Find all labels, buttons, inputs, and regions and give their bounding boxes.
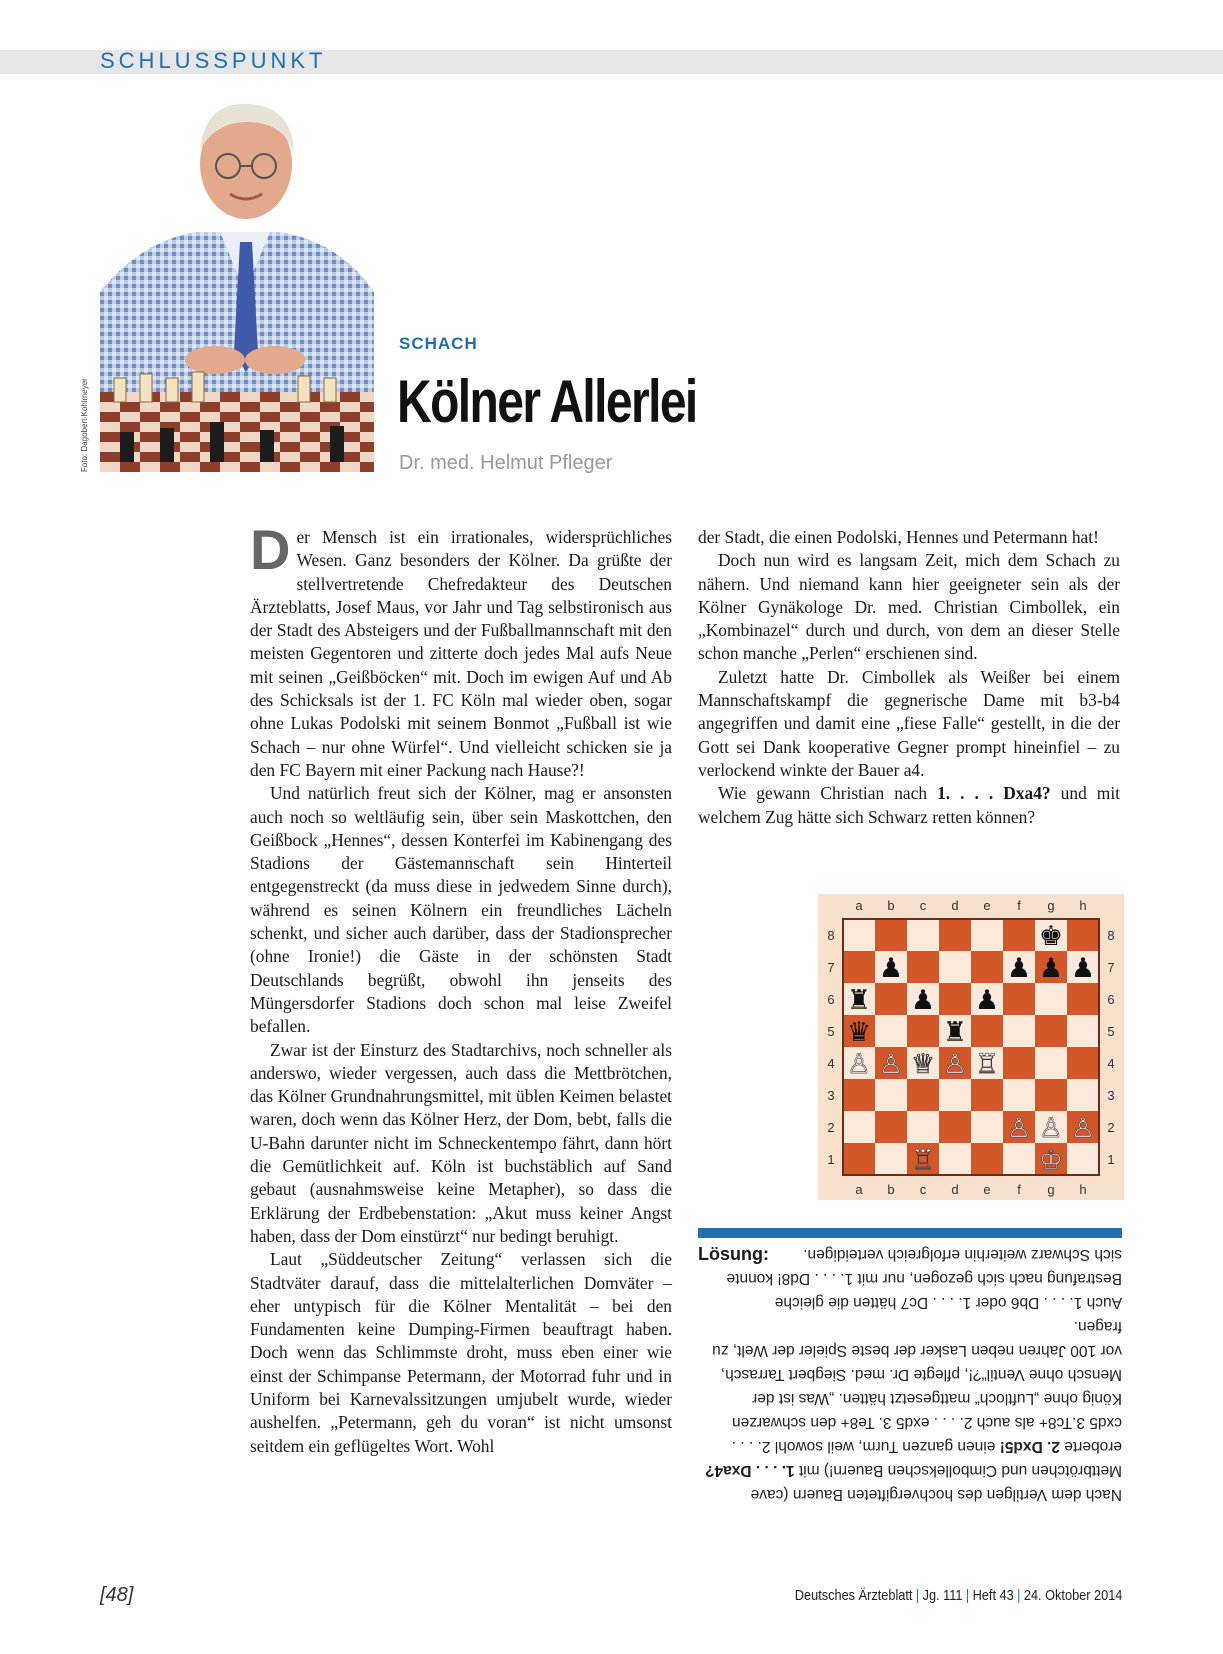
board-square [971, 919, 1003, 951]
footer-citation: Deutsches Ärzteblatt | Jg. 111 | Heft 43 | 24. Oktober 2014 [794, 1587, 1122, 1604]
rank-label: 4 [827, 1056, 835, 1071]
board-square [1003, 983, 1035, 1015]
paragraph: Zwar ist der Einsturz des Stadtarchivs, noch schneller als anderswo, wieder vergessen, auch dass die Mettbrötchen, das Kölner Grundnahrungsmittel, mit üblen Keimen belastet waren, doch wenn das Kölner Herz, der Dom, bebt, falls die U-Bahn darunter nicht im Schneckentempo fährt, dann hört die Gemütlichkeit auf. Köln ist buchstäblich auf Sand gebaut (ausnahmsweise keine Metapher), so dass die Erklärung der Erdbebenstation: „Akut muss keiner Angst haben, dass der Dom einstürzt“ nur bedingt beruhigt. [250, 1039, 672, 1246]
paragraph: Laut „Süddeutscher Zeitung“ verlassen sich die Stadtväter darauf, dass die mittelalterlichen Domväter – eher untypisch für die Kölner Mentalität – bei den Fundamenten keine Dumping-Firmen beauftragt haben. Doch wenn das Schlimmste droht, muss eben einer wie einst der Schimpanse Petermann, der Motorrad fuhr und in Uniform bei Karnevalssitzungen umjubelt wurde, wieder aushelfen. „Petermann, geh du voran“ ist nicht umsonst seitdem ein geflügeltes Wort. Wohl [250, 1249, 672, 1456]
board-square [971, 1015, 1003, 1047]
issue: Heft 43 [972, 1587, 1014, 1604]
board-square [939, 919, 971, 951]
file-label: f [1017, 898, 1021, 913]
photo-credit: Foto: Dagobert Kohlmeyer [80, 378, 89, 472]
file-label: b [887, 1182, 895, 1197]
rank-label: 6 [827, 992, 835, 1007]
chess-piece-a6: ♜ [846, 985, 872, 1016]
file-label: h [1079, 898, 1087, 913]
author-photo [100, 92, 374, 472]
file-label: e [983, 898, 991, 913]
rank-label: 7 [827, 960, 835, 975]
chess-piece-b7: ♟ [878, 953, 904, 984]
body-column-1 [250, 518, 672, 1458]
board-square [875, 983, 907, 1015]
board-square [1067, 1143, 1099, 1175]
board-square [971, 951, 1003, 983]
file-label: f [1017, 1182, 1021, 1197]
board-square [1067, 983, 1099, 1015]
board-square [1035, 1047, 1067, 1079]
board-square [875, 1143, 907, 1175]
board-square [1067, 919, 1099, 951]
file-label: a [855, 898, 863, 913]
board-square [843, 1111, 875, 1143]
board-square [875, 1111, 907, 1143]
chess-piece-g8: ♚ [1038, 921, 1064, 952]
board-square [1003, 1079, 1035, 1111]
chess-piece-f2: ♙ [1006, 1113, 1032, 1144]
board-square [939, 1079, 971, 1111]
file-label: c [919, 898, 927, 913]
board-square [939, 1143, 971, 1175]
board-square [971, 1143, 1003, 1175]
chess-piece-e6: ♟ [974, 985, 1000, 1016]
chess-piece-c6: ♟ [910, 985, 936, 1016]
file-label: g [1047, 1182, 1055, 1197]
article-kicker: SCHACH [399, 334, 478, 353]
board-square [907, 951, 939, 983]
chess-piece-a5: ♛ [846, 1017, 872, 1048]
body-column-2 [698, 526, 1120, 829]
file-label: g [1047, 898, 1055, 913]
board-square [1035, 1079, 1067, 1111]
board-square [875, 1079, 907, 1111]
page-number: [48] [100, 1584, 134, 1606]
chess-piece-c1: ♖ [910, 1145, 936, 1176]
chess-piece-g7: ♟ [1038, 953, 1064, 984]
paragraph: der Stadt, die einen Podolski, Hennes und Petermann hat! [698, 527, 1099, 547]
solution-text: Nach dem Vertilgen des hochvergifteten Bauern (cave Mettbrötchen und Cimbollekschen Bauern!) mit 1. . . . Dxa4? eroberte 2. Dxd5! einen ganzen Turm, weil sowohl 2. . . . cxd5 3.Tc8+ als auch 2. . . . exd5 3. Te8+ den schwarzen König ohne „Luftloch“ mattgesetzt hätten. „Was ist der Mensch ohne Ventil“?!, pflegte Dr. med. Siegbert Tarrasch, vor 100 Jahren neben Lasker der beste Spieler der Welt, zu fragen. Auch 1. . . . Db6 oder 1. . . . Dc7 hätten die gleiche Bestrafung nach sich gezogen, nur mit 1. . . . Dd8! konnte sich Schwarz weiterhin erfolgreich verteidigen. [705, 1246, 1122, 1503]
file-label: d [951, 1182, 959, 1197]
board-square [1067, 1079, 1099, 1111]
board-square [907, 1111, 939, 1143]
board-square [875, 919, 907, 951]
date: 24. Oktober 2014 [1023, 1587, 1122, 1604]
file-label: e [983, 1182, 991, 1197]
rank-label: 8 [1107, 928, 1115, 943]
chess-piece-b4: ♙ [878, 1049, 904, 1080]
board-square [843, 919, 875, 951]
file-label: b [887, 898, 895, 913]
board-square [1067, 1015, 1099, 1047]
dropcap: D [250, 518, 291, 581]
file-label: d [951, 898, 959, 913]
chess-piece-e4: ♖ [974, 1049, 1000, 1080]
volume: Jg. 111 [922, 1587, 963, 1604]
board-square [939, 951, 971, 983]
file-label: a [855, 1182, 863, 1197]
rank-label: 2 [1107, 1120, 1115, 1135]
board-square [907, 1015, 939, 1047]
board-square [875, 1015, 907, 1047]
board-square [939, 983, 971, 1015]
chess-piece-d5: ♜ [942, 1017, 968, 1048]
chess-piece-h2: ♙ [1070, 1113, 1096, 1144]
chess-piece-f7: ♟ [1006, 953, 1032, 984]
chess-diagram [818, 894, 1124, 1200]
chess-piece-d4: ♙ [942, 1049, 968, 1080]
article-author: Dr. med. Helmut Pfleger [399, 452, 613, 474]
board-square [1003, 1015, 1035, 1047]
rank-label: 5 [1107, 1024, 1115, 1039]
rank-label: 8 [827, 928, 835, 943]
board-square [1003, 1047, 1035, 1079]
board-square [1003, 919, 1035, 951]
paragraph: Und natürlich freut sich der Kölner, mag er ansonsten auch noch so weltläufig sein, über sein Maskottchen, den Geißbock „Hennes“, dessen Konterfei im Kabinengang des Stadions der Gästemannschaft sein Hinterteil entgegenstreckt (da muss diese in jedwedem Sinne durch), während es seinen Kölnern ein freundliches Lächeln schenkt, und sicher auch darüber, dass der Stadionsprecher (ohne Ironie!) die Gäste in der schönsten Stadt Deutschlands begrüßt, obwohl ihn jenseits des Müngersdorfer Stadions doch schon mal leise Zweifel befallen. [250, 783, 672, 1037]
chess-piece-c4: ♕ [910, 1049, 936, 1080]
board-square [1003, 1143, 1035, 1175]
board-square [843, 951, 875, 983]
rank-label: 4 [1107, 1056, 1115, 1071]
rank-label: 7 [1107, 960, 1115, 975]
rank-label: 3 [827, 1088, 835, 1103]
board-square [1067, 1047, 1099, 1079]
journal-name: Deutsches Ärzteblatt [794, 1587, 913, 1604]
solution-divider [698, 1228, 1122, 1238]
paragraph: Der Mensch ist ein irrationales, widersprüchliches Wesen. Ganz besonders der Kölner. Da grüßte der stellvertretende Chefredakteur des Deutschen Ärzteblatts, Josef Maus, vor Jahr und Tag selbstironisch aus der Stadt des Absteigers und der Fußballmannschaft mit den meisten Gegentoren und zitterte doch jedes Mal aufs Neue mit seinen „Geißböcken“ mit. Doch im ewigen Auf und Ab des Schicksals ist der 1. FC Köln mal wieder oben, sogar ohne Lukas Podolski mit seinem Bonmot „Fußball ist wie Schach – nur ohne Würfel“. Und vielleicht schicken sie ja den FC Bayern mit einer Packung nach Hause?! [250, 518, 672, 780]
board-square [907, 1079, 939, 1111]
file-label: h [1079, 1182, 1087, 1197]
rank-label: 1 [1107, 1152, 1115, 1167]
rank-label: 1 [827, 1152, 835, 1167]
paragraph: Doch nun wird es langsam Zeit, mich dem Schach zu nähern. Und niemand kann hier geeigneter sein als der Kölner Gynäkologe Dr. med. Christian Cimbollek, ein „Kombinazel“ durch und durch, von dem an dieser Stelle schon manche „Perlen“ erschienen sind. [698, 550, 1120, 664]
board-square [971, 1111, 1003, 1143]
board-square [1035, 1015, 1067, 1047]
board-square [939, 1111, 971, 1143]
board-square [971, 1079, 1003, 1111]
chess-piece-a4: ♙ [846, 1049, 872, 1080]
paragraph: Wie gewann Christian nach 1. . . . Dxa4? und mit welchem Zug hätte sich Schwarz retten können? [698, 783, 1120, 827]
board-square [907, 919, 939, 951]
rank-label: 3 [1107, 1088, 1115, 1103]
board-square [1035, 983, 1067, 1015]
article-title: Kölner Allerlei [397, 368, 697, 435]
rank-label: 2 [827, 1120, 835, 1135]
section-label: SCHLUSSPUNKT [100, 48, 327, 73]
chess-piece-g1: ♔ [1038, 1145, 1064, 1176]
board-square [843, 1079, 875, 1111]
chess-piece-g2: ♙ [1038, 1113, 1064, 1144]
chess-piece-h7: ♟ [1070, 953, 1096, 984]
file-label: c [919, 1182, 927, 1197]
rank-label: 5 [827, 1024, 835, 1039]
board-square [843, 1143, 875, 1175]
solution-label: Lösung: [698, 1244, 769, 1264]
paragraph: Zuletzt hatte Dr. Cimbollek als Weißer bei einem Mannschaftskampf die gegnerische Dame mit b3-b4 angegriffen und damit eine „fiese Falle“ gestellt, in die der Gott sei Dank kooperative Gegner prompt hineinfiel – zu verlockend winkte der Bauer a4. [698, 666, 1120, 780]
rank-label: 6 [1107, 992, 1115, 1007]
